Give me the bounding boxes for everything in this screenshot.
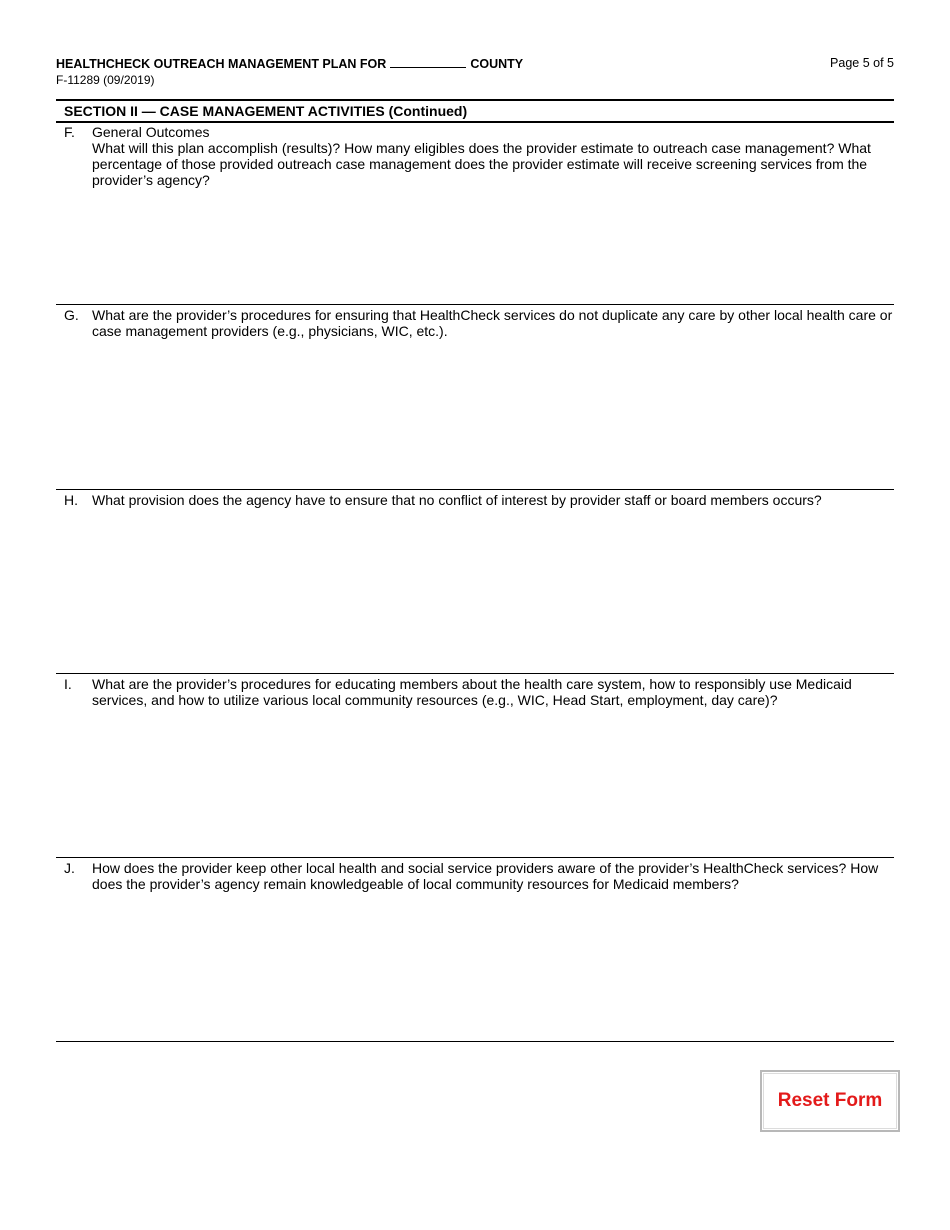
- section-title: SECTION II — CASE MANAGEMENT ACTIVITIES (Continued): [64, 103, 468, 119]
- question-text: What will this plan accomplish (results)? How many eligibles does the provider estimate to outreach case management? What percentage of those provided outreach case management does the provider estimate will receive screening services from the provider’s agency?: [92, 140, 871, 188]
- divider: [56, 673, 894, 674]
- question-heading: General Outcomes: [92, 124, 210, 140]
- form-title-suffix: COUNTY: [470, 57, 524, 71]
- question-h: [56, 492, 894, 672]
- question-letter: G.: [64, 307, 79, 323]
- divider: [56, 304, 894, 305]
- page-number: Page 5 of 5: [830, 56, 894, 70]
- reset-form-button[interactable]: Reset Form: [760, 1070, 900, 1132]
- answer-field-g[interactable]: [56, 339, 882, 483]
- page-header: [56, 55, 894, 87]
- divider: [56, 857, 894, 858]
- question-letter: F.: [64, 124, 75, 140]
- question-letter: J.: [64, 860, 75, 876]
- question-g: [56, 307, 894, 483]
- answer-field-h[interactable]: [56, 508, 882, 672]
- divider: [56, 1041, 894, 1042]
- divider: [56, 489, 894, 490]
- answer-field-j[interactable]: [56, 892, 882, 1036]
- question-j: [56, 860, 894, 1036]
- section-header: [56, 99, 894, 123]
- county-blank: [390, 55, 466, 68]
- question-text: What provision does the agency have to ensure that no conflict of interest by provider staff or board members occurs?: [92, 492, 822, 508]
- question-letter: I.: [64, 676, 72, 692]
- question-letter: H.: [64, 492, 78, 508]
- question-f: [56, 124, 894, 292]
- question-text: What are the provider’s procedures for ensuring that HealthCheck services do not duplicate any care by other local health care or case management providers (e.g., physicians, WIC, etc.).: [92, 307, 893, 339]
- question-i: [56, 676, 894, 852]
- answer-field-f[interactable]: [56, 188, 882, 292]
- answer-field-i[interactable]: [56, 708, 882, 852]
- form-title: [56, 55, 894, 71]
- form-title-prefix: HEALTHCHECK OUTREACH MANAGEMENT PLAN FOR: [56, 57, 387, 71]
- question-text: What are the provider’s procedures for educating members about the health care system, how to responsibly use Medicaid services, and how to utilize various local community resources (e.g., WIC, Head Start, employment, day care)?: [92, 676, 852, 708]
- question-text: How does the provider keep other local health and social service providers aware of the provider’s HealthCheck services? How does the provider’s agency remain knowledgeable of local community resources for Medicaid members?: [92, 860, 879, 892]
- form-number: F-11289 (09/2019): [56, 73, 155, 87]
